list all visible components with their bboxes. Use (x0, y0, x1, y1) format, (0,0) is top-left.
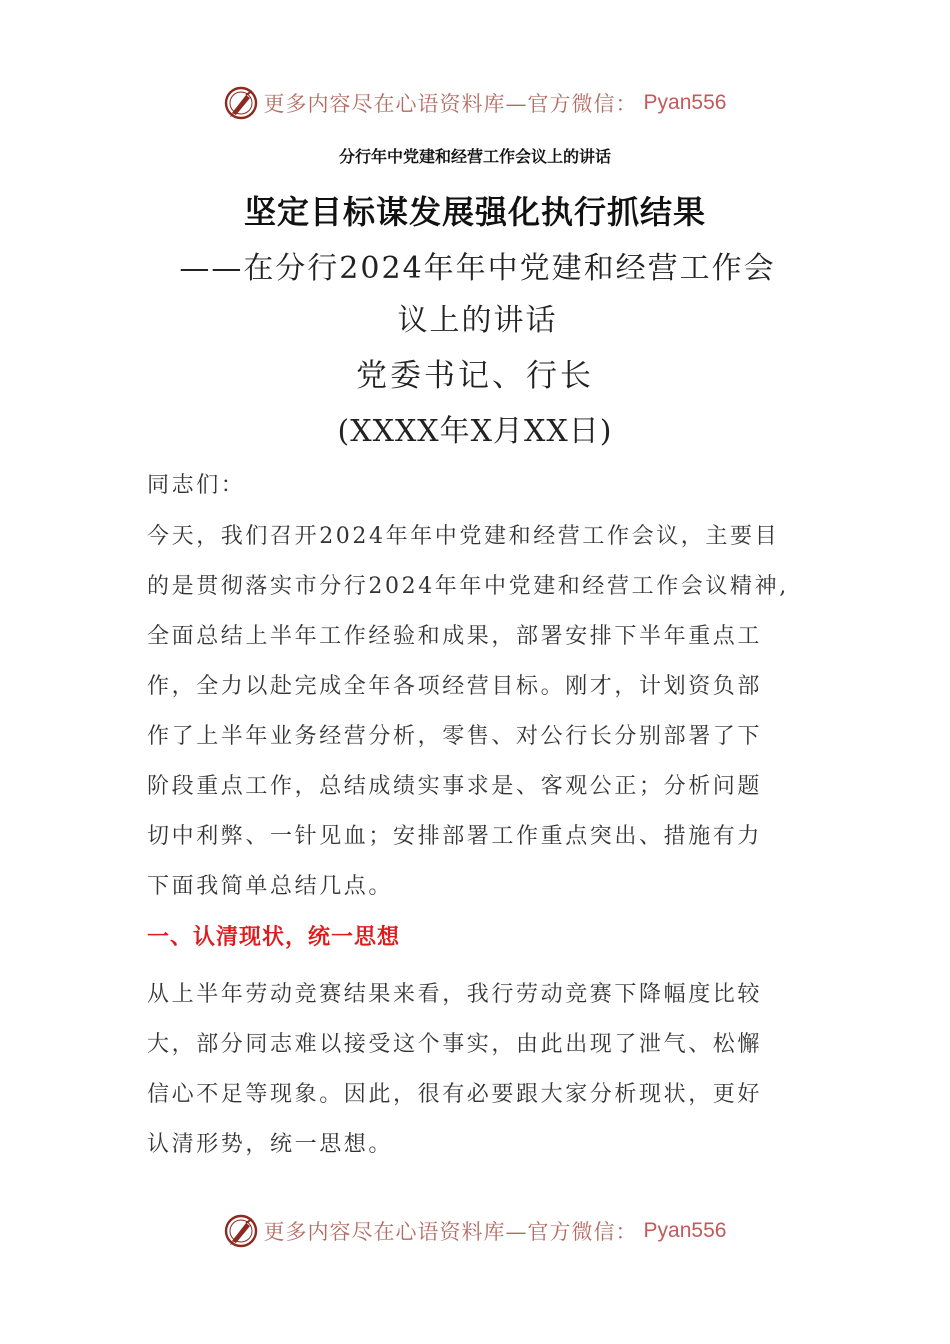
salutation: 同志们： (147, 473, 246, 498)
paragraph-line: 全面总结上半年工作经验和成果，部署安排下半年重点工 (147, 624, 763, 649)
watermark-top (0, 83, 950, 123)
paragraph-line: 切中利弊、一针见血；安排部署工作重点突出、措施有力 (147, 824, 763, 849)
watermark-wechat-id: Pyan556 (643, 91, 727, 114)
section-heading-1: 一、认清现状，统一思想 (147, 925, 401, 950)
paragraph-section1 (147, 970, 817, 1170)
watermark-text: 更多内容尽在心语资料库—官方微信： (263, 92, 638, 116)
paragraph-line: 从上半年劳动竞赛结果来看，我行劳动竞赛下降幅度比较 (147, 982, 763, 1007)
paragraph-line: 认清形势，统一思想。 (147, 1132, 394, 1157)
speaker-title: 党委书记、行长 (356, 358, 594, 394)
document-subtitle-line1: ——在分行2024年年中党建和经营工作会 (179, 251, 776, 286)
document-small-title: 分行年中党建和经营工作会议上的讲话 (338, 147, 611, 166)
speech-date: (XXXX年X月XX日) (337, 414, 613, 449)
paragraph-line: 大，部分同志难以接受这个事实，由此出现了泄气、松懈 (147, 1032, 763, 1057)
pen-logo-icon (224, 1214, 258, 1248)
watermark-text: 更多内容尽在心语资料库—官方微信： (263, 1220, 638, 1244)
paragraph-line: 作，全力以赴完成全年各项经营目标。刚才，计划资负部 (147, 674, 763, 699)
paragraph-line: 阶段重点工作，总结成绩实事求是、客观公正；分析问题 (147, 774, 763, 799)
paragraph-line: 下面我简单总结几点。 (147, 874, 394, 899)
document-subtitle-line2: 议上的讲话 (397, 303, 558, 338)
pen-logo-icon (224, 86, 258, 120)
watermark-bottom (0, 1211, 950, 1251)
paragraph-line: 的是贯彻落实市分行2024年年中党建和经营工作会议精神, (147, 574, 789, 599)
paragraph-line: 作了上半年业务经营分析，零售、对公行长分别部署了下 (147, 724, 763, 749)
watermark-wechat-id: Pyan556 (643, 1219, 727, 1242)
document-main-title: 坚定目标谋发展强化执行抓结果 (243, 193, 706, 231)
paragraph-line: 信心不足等现象。因此，很有必要跟大家分析现状，更好 (147, 1082, 763, 1107)
paragraph-intro (147, 512, 817, 912)
paragraph-line: 今天，我们召开2024年年中党建和经营工作会议，主要目 (147, 524, 780, 549)
